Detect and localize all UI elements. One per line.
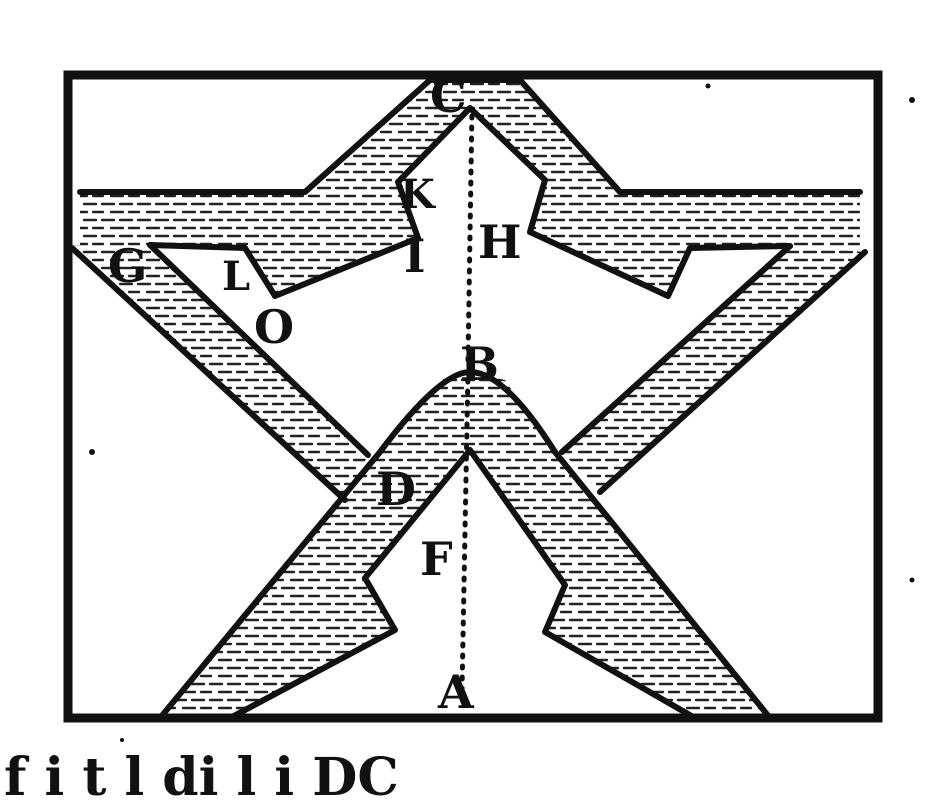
label-l: L [222, 253, 251, 300]
label-o: O [254, 300, 295, 354]
label-b: B [460, 337, 499, 391]
label-f: F [420, 532, 453, 586]
caption-text: f i t l di l i DC [4, 748, 399, 808]
label-g: G [108, 239, 148, 293]
label-k: K [400, 171, 435, 218]
label-d: D [376, 462, 416, 516]
label-i: I [404, 229, 426, 283]
label-h: H [478, 215, 522, 269]
label-a: A [438, 665, 474, 719]
label-c: C [430, 69, 467, 123]
right-diagonal-band [562, 246, 865, 492]
